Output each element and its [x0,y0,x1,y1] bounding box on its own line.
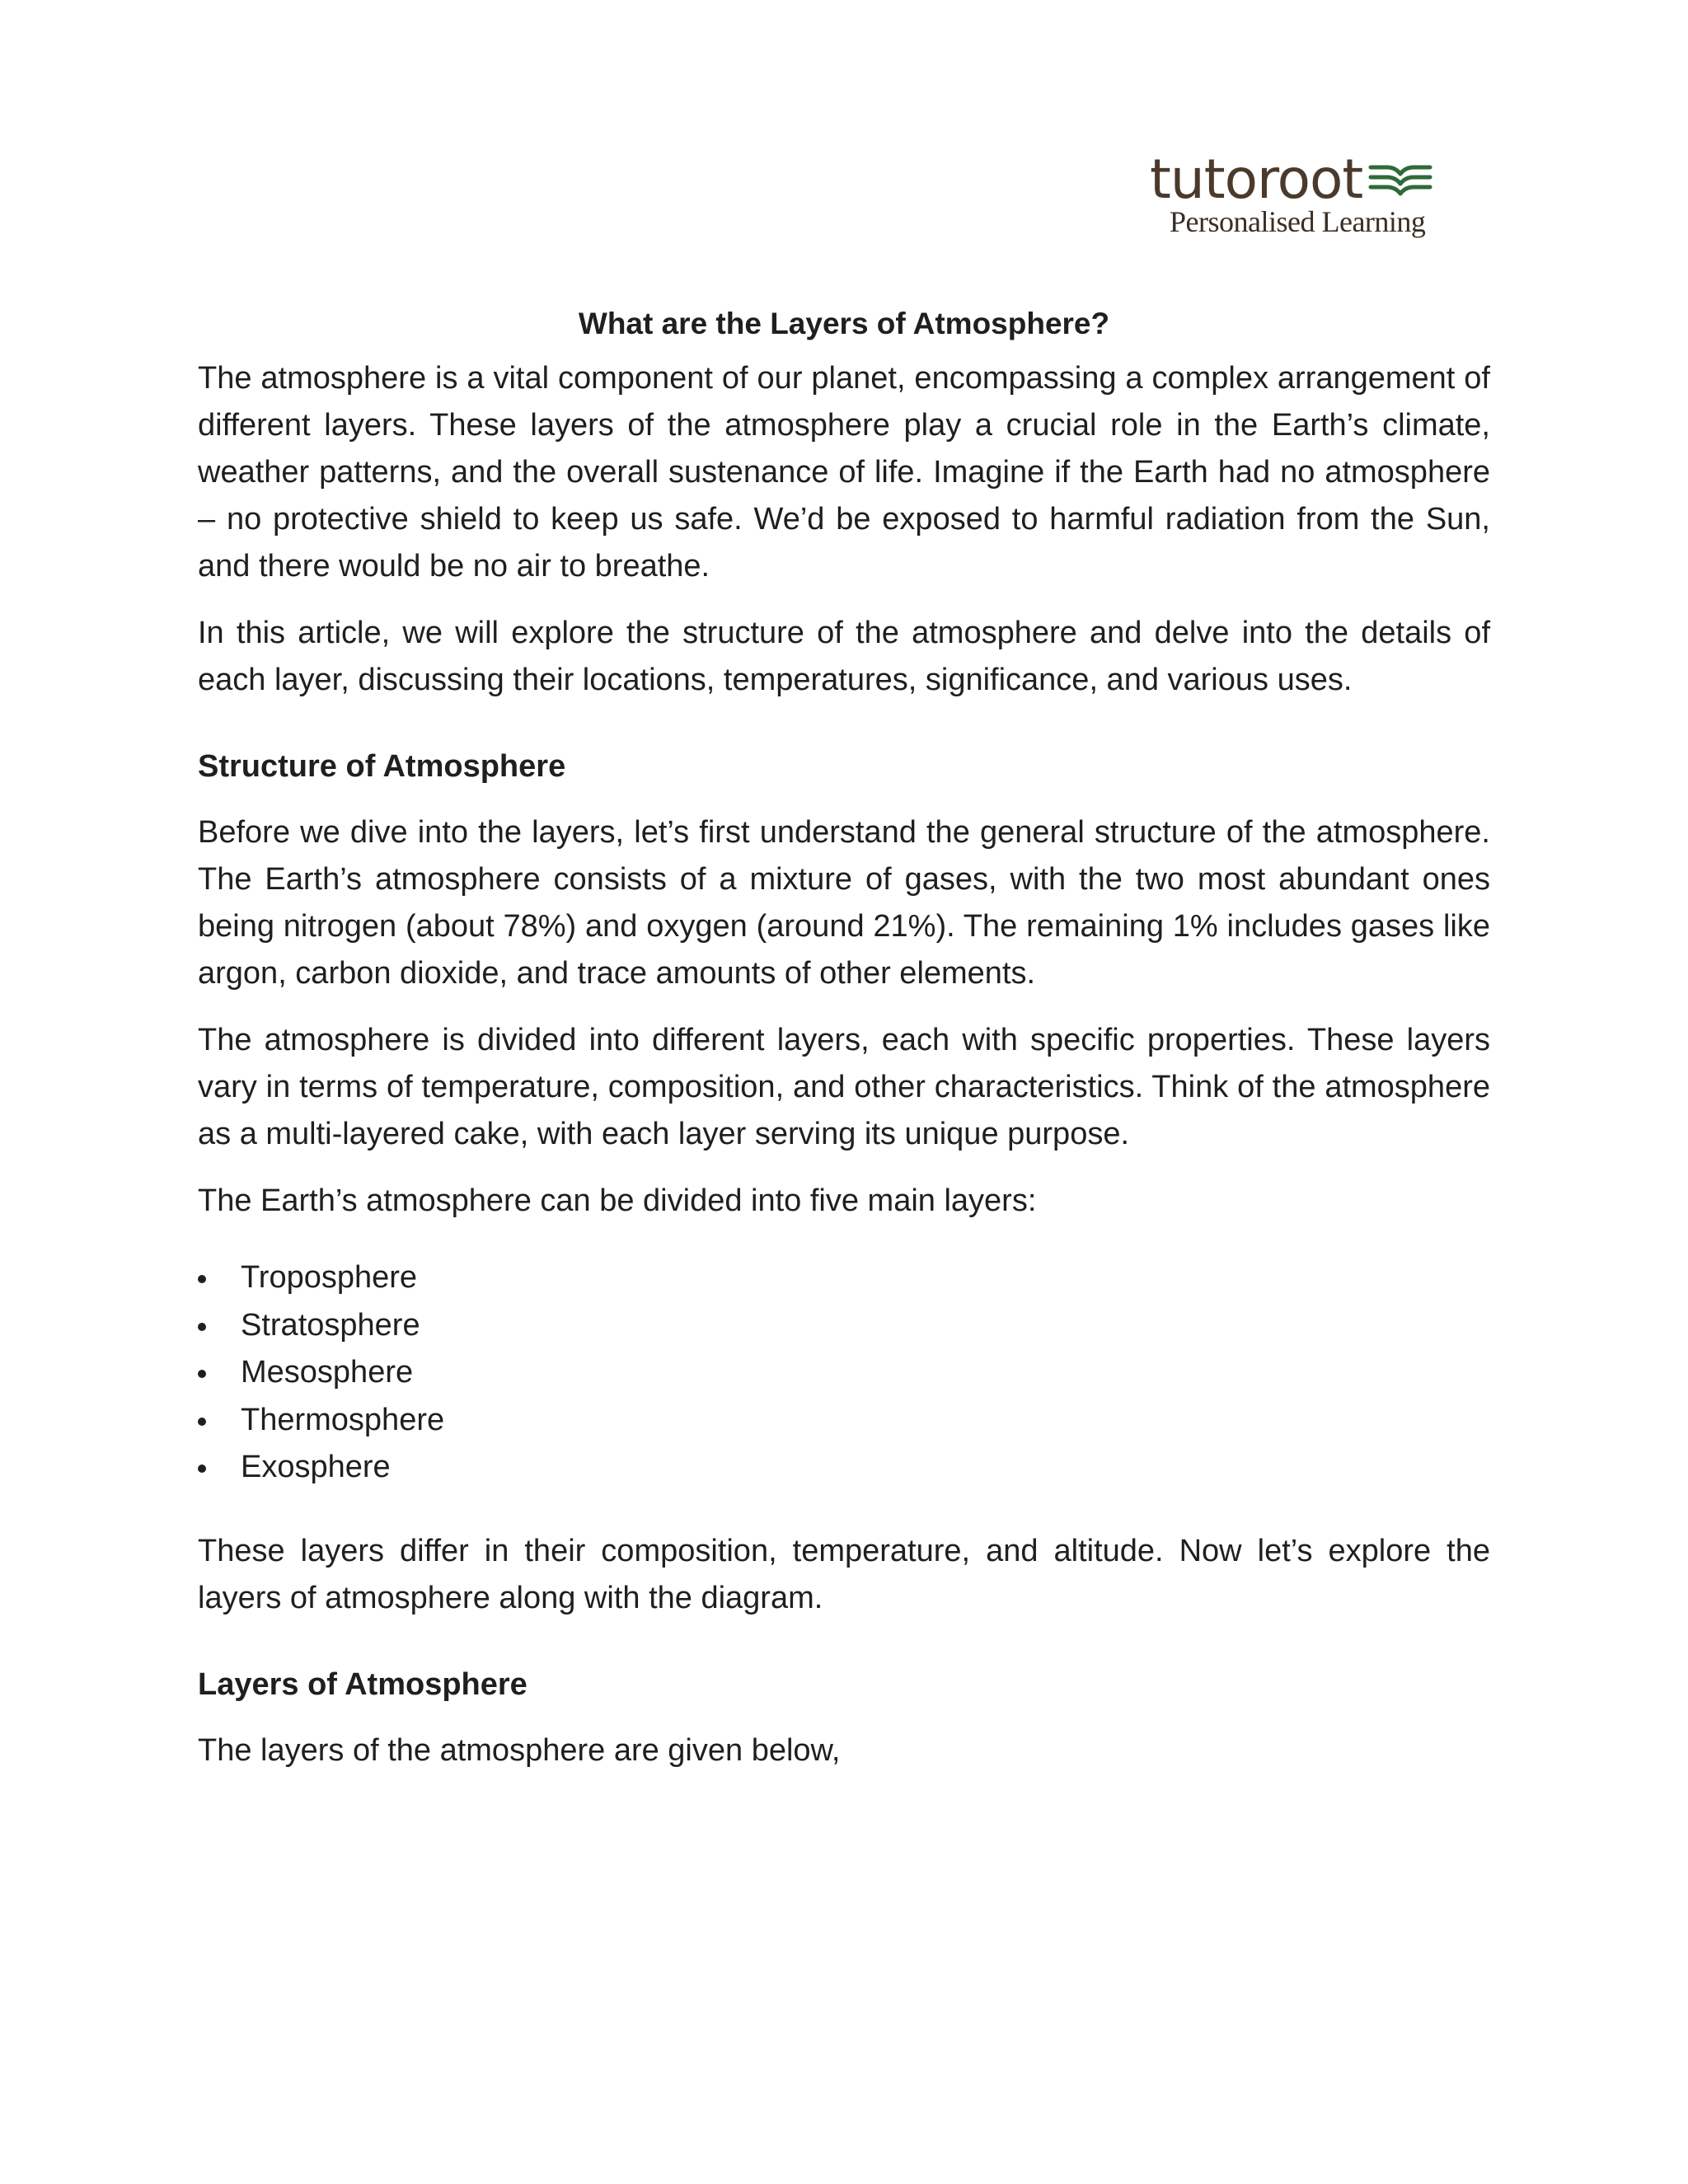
structure-paragraph-2: The atmosphere is divided into different layers, each with specific properties. These layers vary in terms of temperature, composition, and other characteristics. Think of the atmosphere as a multi-layered cake, with each layer serving its unique purpose. [198,1023,1490,1151]
list-item-label: Thermosphere [241,1402,445,1437]
list-item [198,1397,1490,1445]
list-item-label: Troposphere [241,1260,418,1295]
layers-intro-text: The layers of the atmosphere are given below, [198,1732,841,1768]
tutoroot-logo [1150,147,1479,246]
layers-list [198,1254,1490,1492]
article-content [198,301,1490,1794]
structure-paragraph-1: Before we dive into the layers, let’s first understand the general structure of the atmosphere. The Earth’s atmosphere consists of a mixture of gases, with the two most abundant ones being nitrogen (about 78%) and oxygen (around 21%). The remaining 1% includes gases like argon, carbon dioxide, and trace amounts of other elements. [198,815,1490,991]
intro-paragraph-2: In this article, we will explore the structure of the atmosphere and delve into the details of each layer, discussing their locations, temperatures, significance, and various uses. [198,616,1490,697]
book-pages-icon [1367,161,1433,204]
page-title: What are the Layers of Atmosphere? [578,307,1110,340]
logo-wordmark: tutoroot [1150,148,1363,211]
list-item-label: Mesosphere [241,1355,414,1390]
structure-closing-paragraph: These layers differ in their composition, temperature, and altitude. Now let’s explore the layers of atmosphere along with the diagram. [198,1533,1490,1615]
bullet-icon [198,1465,206,1473]
list-item-label: Exosphere [241,1450,391,1484]
list-item [198,1349,1490,1397]
bullet-icon [198,1323,206,1331]
list-item [198,1254,1490,1302]
list-item [198,1444,1490,1492]
bullet-icon [198,1418,206,1426]
intro-paragraph-1: The atmosphere is a vital component of our planet, encompassing a complex arrangement of different layers. These layers of the atmosphere play a crucial role in the Earth’s climate, weather patterns, and the overall sustenance of life. Imagine if the Earth had no atmosphere – no protective shield to keep us safe. We’d be exposed to harmful radiation from the Sun, and there would be no air to breathe. [198,361,1490,583]
structure-heading: Structure of Atmosphere [198,749,566,784]
logo-tagline: Personalised Learning [1170,205,1426,238]
list-item-label: Stratosphere [241,1307,420,1343]
layers-heading: Layers of Atmosphere [198,1666,528,1702]
structure-paragraph-3: The Earth’s atmosphere can be divided into five main layers: [198,1183,1037,1218]
bullet-icon [198,1275,206,1283]
list-item [198,1302,1490,1350]
logo-wordmark-row [1150,147,1433,213]
bullet-icon [198,1370,206,1378]
